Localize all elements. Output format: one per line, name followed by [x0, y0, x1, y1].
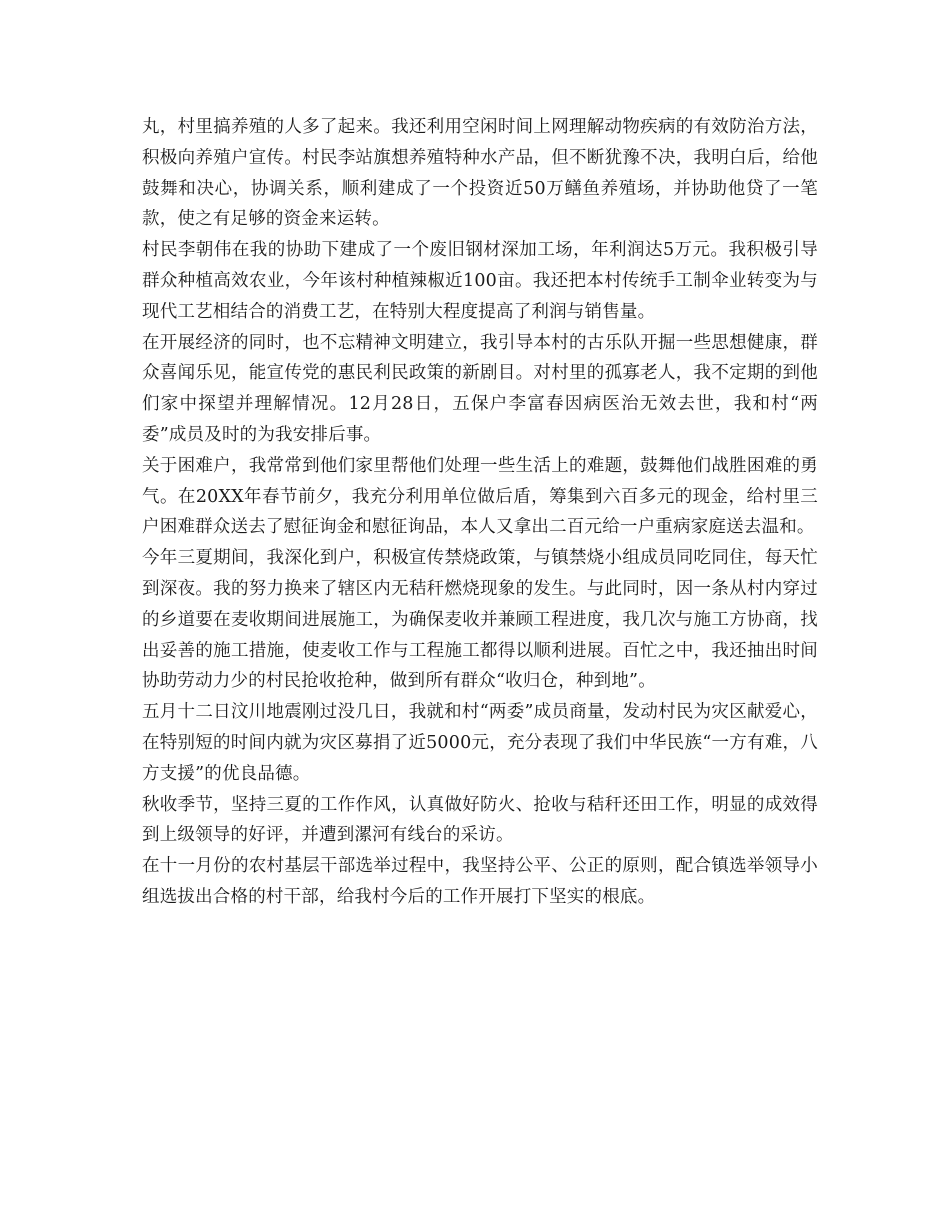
paragraph-livestock: 丸，村里搞养殖的人多了起来。我还利用空闲时间上网理解动物疾病的有效防治方法，积极向养殖户宣传。村民李站旗想养殖特种水产品，但不断犹豫不决，我明白后，给他鼓舞和决心，协调关系，顺利建成了一个投资近50万鳝鱼养殖场，并协助他贷了一笔款，使之有足够的资金来运转。: [142, 117, 818, 230]
paragraph-earthquake-donation: 五月十二日汶川地震刚过没几日，我就和村“两委”成员商量，发动村民为灾区献爱心，在特别短的时间内就为灾区募捐了近5000元，充分表现了我们中华民族“一方有难，八方支援”的优良品德。: [142, 702, 818, 784]
document-body: [142, 112, 818, 913]
paragraph-civilization: 在开展经济的同时，也不忘精神文明建立，我引导本村的古乐队开掘一些思想健康，群众喜闻乐见，能宣传党的惠民利民政策的新剧目。对村里的孤寡老人，我不定期的到他们家中探望并理解情况。12月28日，五保户李富春因病医治无效去世，我和村“两委”成员及时的为我安排后事。: [142, 332, 818, 445]
paragraph-needy-households: 关于困难户，我常常到他们家里帮他们处理一些生活上的难题，鼓舞他们战胜困难的勇气。在20XX年春节前夕，我充分利用单位做后盾，筹集到六百多元的现金，给村里三户困难群众送去了慰征询金和慰征询品，本人又拿出二百元给一户重病家庭送去温和。: [142, 455, 818, 538]
paragraph-steel-workshop: 村民李朝伟在我的协助下建成了一个废旧钢材深加工场，年利润达5万元。我积极引导群众种植高效农业，今年该村种植辣椒近100亩。我还把本村传统手工制伞业转变为与现代工艺相结合的消费工艺，在特别大程度提高了利润与销售量。: [142, 240, 818, 322]
paragraph-autumn-harvest: 秋收季节，坚持三夏的工作作风，认真做好防火、抢收与秸秆还田工作，明显的成效得到上级领导的好评，并遭到漯河有线台的采访。: [142, 794, 818, 846]
paragraph-election: 在十一月份的农村基层干部选举过程中，我坚持公平、公正的原则，配合镇选举领导小组选拔出合格的村干部，给我村今后的工作开展打下坚实的根底。: [142, 856, 818, 907]
paragraph-summer-harvest: 今年三夏期间，我深化到户，积极宣传禁烧政策，与镇禁烧小组成员同吃同住，每天忙到深夜。我的努力换来了辖区内无秸秆燃烧现象的发生。与此同时，因一条从村内穿过的乡道要在麦收期间进展施工，为确保麦收并兼顾工程进度，我几次与施工方协商，找出妥善的施工措施，使麦收工作与工程施工都得以顺利进展。百忙之中，我还抽出时间协助劳动力少的村民抢收抢种，做到所有群众“收归仓，种到地”。: [142, 548, 818, 692]
